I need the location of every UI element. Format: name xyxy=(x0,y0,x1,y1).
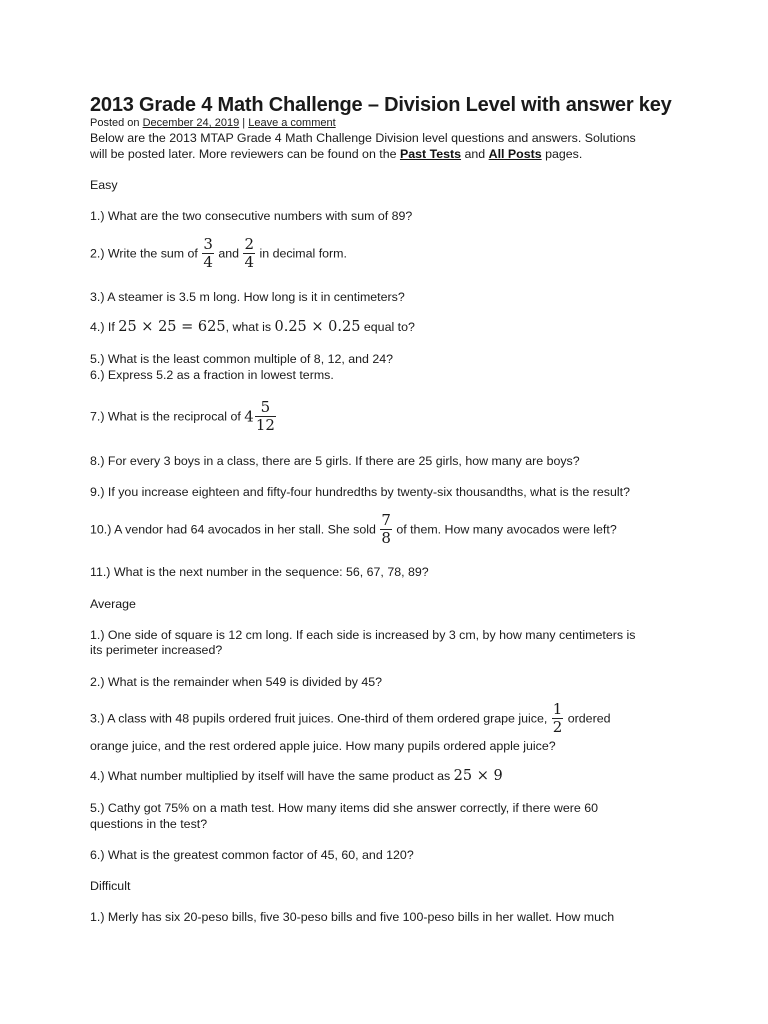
easy-question-7 xyxy=(90,399,277,434)
average-question-1-line-1: 1.) One side of square is 12 cm long. If each side is increased by 3 cm, by how many centimeters is xyxy=(90,628,636,642)
fraction-1-2: $\frac{1}{2}$ xyxy=(552,700,563,736)
average-question-3-line-2: orange juice, and the rest ordered apple juice. How many pupils ordered apple juice? xyxy=(90,739,556,753)
intro-text: will be posted later. More reviewers can be found on the xyxy=(90,147,397,161)
post-meta xyxy=(90,117,336,130)
question-text: equal to? xyxy=(363,320,415,334)
easy-question-6: 6.) Express 5.2 as a fraction in lowest terms. xyxy=(90,368,334,382)
easy-question-11: 11.) What is the next number in the sequence: 56, 67, 78, 89? xyxy=(90,565,429,579)
math-expression: 25 × 25 = 625 xyxy=(118,319,226,335)
fraction-7-8: $\frac{7}{8}$ xyxy=(381,511,391,547)
section-heading-average: Average xyxy=(90,597,136,611)
math-expression: 25 × 9 xyxy=(453,768,503,784)
posted-on-label: Posted on xyxy=(90,117,140,129)
question-text: ordered xyxy=(567,711,611,726)
difficult-question-1: 1.) Merly has six 20-peso bills, five 30-peso bills and five 100-peso bills in her wallet. How much xyxy=(90,910,615,924)
intro-end: pages. xyxy=(545,147,583,161)
average-question-4 xyxy=(90,768,503,784)
past-tests-link[interactable]: Past Tests xyxy=(399,147,462,161)
easy-question-5: 5.) What is the least common multiple of 8, 12, and 24? xyxy=(90,352,394,366)
question-text: 3.) A class with 48 pupils ordered fruit juices. One-third of them ordered grape juice, xyxy=(90,711,548,726)
fraction-3-4: $\frac{3}{4}$ xyxy=(203,235,213,271)
easy-question-2 xyxy=(90,236,347,271)
leave-comment-link[interactable]: Leave a comment xyxy=(248,117,336,129)
page-title: 2013 Grade 4 Math Challenge – Division Level with answer key xyxy=(90,94,672,116)
all-posts-link[interactable]: All Posts xyxy=(488,147,542,161)
mixed-number: 4 $\frac{5}{12}$ xyxy=(244,398,275,434)
question-text: , what is xyxy=(225,320,272,334)
average-question-5-line-2: questions in the test? xyxy=(90,817,208,831)
easy-question-3: 3.) A steamer is 3.5 m long. How long is it in centimeters? xyxy=(90,290,405,304)
post-date-link[interactable]: December 24, 2019 xyxy=(142,117,240,129)
easy-question-10 xyxy=(90,512,617,547)
easy-question-8: 8.) For every 3 boys in a class, there are 5 girls. If there are 25 girls, how many are boys? xyxy=(90,454,580,468)
meta-separator: | xyxy=(242,117,246,129)
easy-question-9: 9.) If you increase eighteen and fifty-four hundredths by twenty-six thousandths, what is the result? xyxy=(90,485,630,499)
easy-question-1: 1.) What are the two consecutive numbers with sum of 89? xyxy=(90,209,413,223)
average-question-6: 6.) What is the greatest common factor of 45, 60, and 120? xyxy=(90,848,414,862)
question-text: and xyxy=(218,246,240,261)
question-text: 4.) If xyxy=(90,320,115,334)
intro-and: and xyxy=(464,147,486,161)
average-question-1-line-2: its perimeter increased? xyxy=(90,643,223,657)
fraction-2-4: $\frac{2}{4}$ xyxy=(244,235,255,271)
average-question-2: 2.) What is the remainder when 549 is divided by 45? xyxy=(90,675,383,689)
intro-line-2 xyxy=(90,146,582,162)
intro-line-1: Below are the 2013 MTAP Grade 4 Math Challenge Division level questions and answers. Solutions xyxy=(90,131,636,145)
question-text: 2.) Write the sum of xyxy=(90,246,198,261)
average-question-3-line-1 xyxy=(90,701,610,736)
question-text: of them. How many avocados were left? xyxy=(396,522,617,537)
math-expression: 0.25 × 0.25 xyxy=(274,319,361,335)
easy-question-4 xyxy=(90,319,415,335)
question-text: 7.) What is the reciprocal of xyxy=(90,409,241,424)
average-question-5-line-1: 5.) Cathy got 75% on a math test. How many items did she answer correctly, if there were 60 xyxy=(90,801,599,815)
question-text: 4.) What number multiplied by itself will have the same product as xyxy=(90,769,451,783)
section-heading-difficult: Difficult xyxy=(90,879,131,893)
section-heading-easy: Easy xyxy=(90,178,118,192)
question-text: 10.) A vendor had 64 avocados in her stall. She sold xyxy=(90,522,376,537)
question-text: in decimal form. xyxy=(259,246,347,261)
